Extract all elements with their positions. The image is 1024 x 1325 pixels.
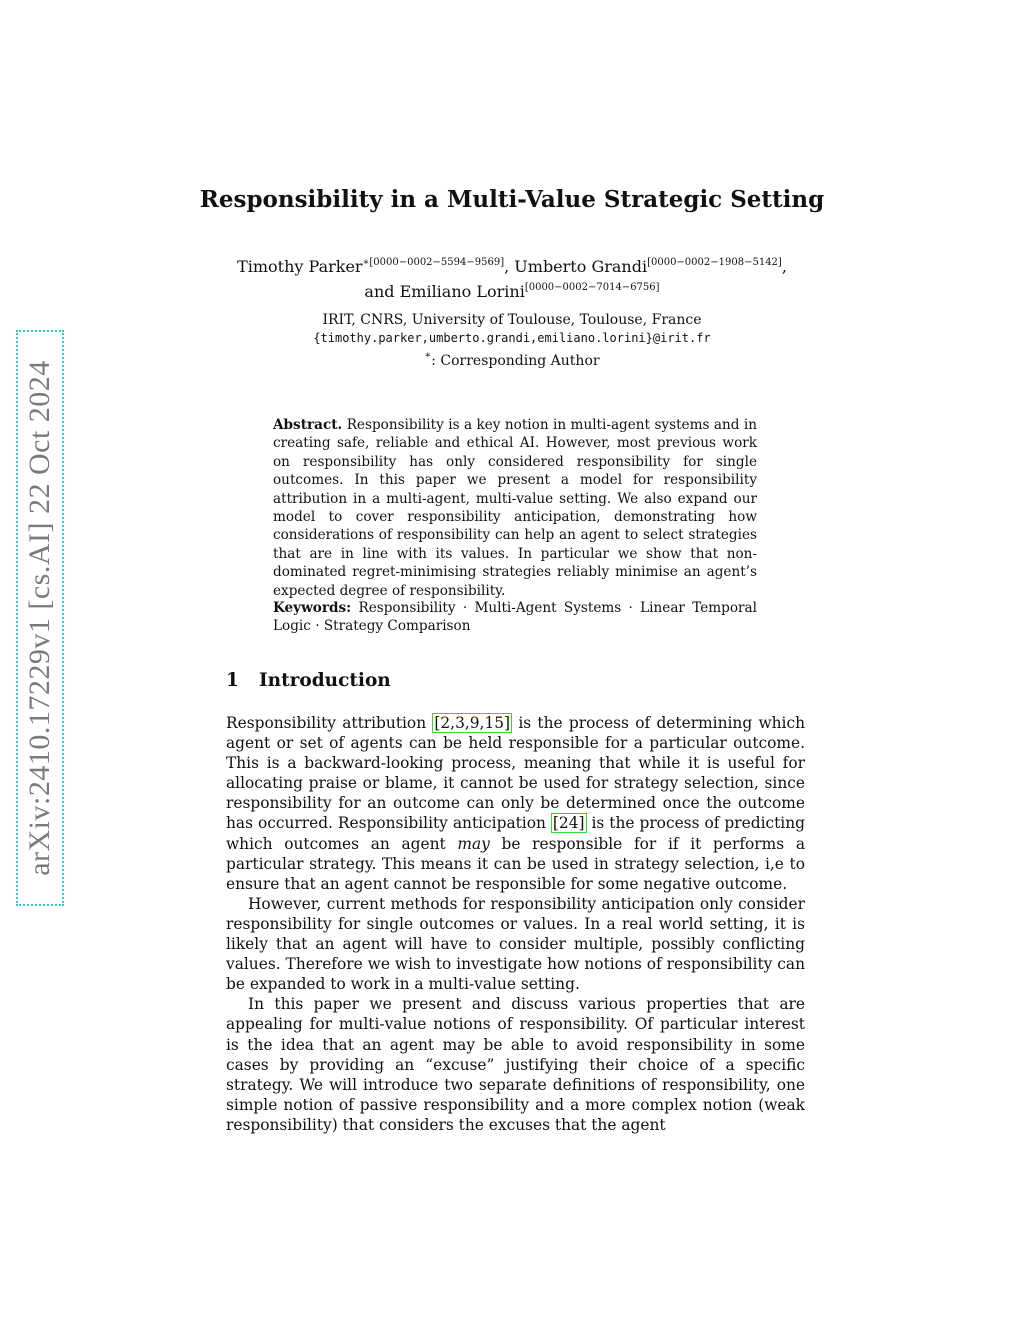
author-orcid: [0000−0002−1908−5142] <box>647 257 782 268</box>
author-conjunction: and <box>364 282 400 301</box>
author-emails: {timothy.parker,umberto.grandi,emiliano.lorini}@irit.fr <box>313 331 711 345</box>
paragraph-text: Responsibility attribution <box>226 714 433 732</box>
author-name: Timothy Parker <box>237 257 363 276</box>
paragraph-text: be responsible for if it performs a particular strategy. This means it can be used in strategy selection, i,e to ensure that an agent cannot be responsible for some negative outcome. <box>226 834 805 893</box>
author-orcid: [0000−0002−7014−6756] <box>524 282 660 293</box>
citation-link[interactable]: [24] <box>552 814 585 833</box>
abstract-text: Responsibility is a key notion in multi-agent systems and in creating safe, reliable and ethical AI. However, most previous work on responsibility has only considered responsibility for single outcomes. In this paper we present a model for responsibility attribution in a multi-agent, multi-value setting. We also expand our model to cover responsibility anticipation, demonstrating how considerations of responsibility can help an agent to select strategies that are in line with its values. In particular we show that non-dominated regret-minimising strategies reliably minimise an agent’s expected degree of responsibility. <box>273 417 757 599</box>
paragraph-text: is the process of determining which agent or set of agents can be held responsible for a particular outcome. This is a backward-looking process, meaning that while it is useful for allocating praise or blame, it cannot be used for strategy selection, since responsibility for an outcome can only be determined once the outcome has occurred. Responsibility anticipation <box>226 714 805 833</box>
corresponding-marker: ∗ <box>424 350 432 361</box>
arxiv-identifier-stamp <box>16 330 64 906</box>
author-separator: , <box>504 257 515 276</box>
keywords-label: Keywords: <box>273 600 352 616</box>
paragraph-text: is the process of predicting which outcomes an agent <box>226 814 805 853</box>
paragraph <box>226 713 805 894</box>
corresponding-marker: ∗ <box>362 257 370 268</box>
section-title: Introduction <box>259 670 391 691</box>
author-separator: , <box>781 257 787 276</box>
keywords <box>273 599 757 636</box>
keywords-text: Responsibility · Multi-Agent Systems · Linear Temporal Logic · Strategy Comparison <box>273 600 757 635</box>
author-orcid: [0000−0002−5594−9569] <box>369 257 505 268</box>
section-heading <box>226 670 391 691</box>
author-name: Emiliano Lorini <box>399 282 525 301</box>
author-name: Umberto Grandi <box>514 257 648 276</box>
emphasis: may <box>457 834 490 853</box>
abstract <box>273 416 757 600</box>
paper-title: Responsibility in a Multi-Value Strategic Setting <box>199 186 825 213</box>
paragraph: However, current methods for responsibility anticipation only consider responsibility for single outcomes or values. In a real world setting, it is likely that an agent will have to consider multiple, possibly conflicting values. Therefore we wish to investigate how notions of responsibility can be expanded to work in a multi-value setting. <box>226 894 805 994</box>
author-list <box>0 252 1024 302</box>
body-text <box>226 713 805 1135</box>
paragraph: In this paper we present and discuss various properties that are appealing for multi-value notions of responsibility. Of particular interest is the idea that an agent may be able to avoid responsibility in some cases by providing an “excuse” justifying their choice of a specific strategy. We will introduce two separate definitions of responsibility, one simple notion of passive responsibility and a more complex notion (weak responsibility) that considers the excuses that the agent <box>226 995 805 1134</box>
citation-link[interactable]: [2,3,9,15] <box>434 714 511 732</box>
corresponding-author-text: : Corresponding Author <box>431 353 600 369</box>
affiliation: IRIT, CNRS, University of Toulouse, Toulouse, France <box>322 312 702 328</box>
affiliation-block <box>0 311 1024 370</box>
abstract-label: Abstract. <box>273 417 343 433</box>
section-number: 1 <box>226 670 239 691</box>
arxiv-identifier-text: arXiv:2410.17229v1 [cs.AI] 22 Oct 2024 <box>23 360 56 876</box>
corresponding-author-note <box>0 347 1024 370</box>
